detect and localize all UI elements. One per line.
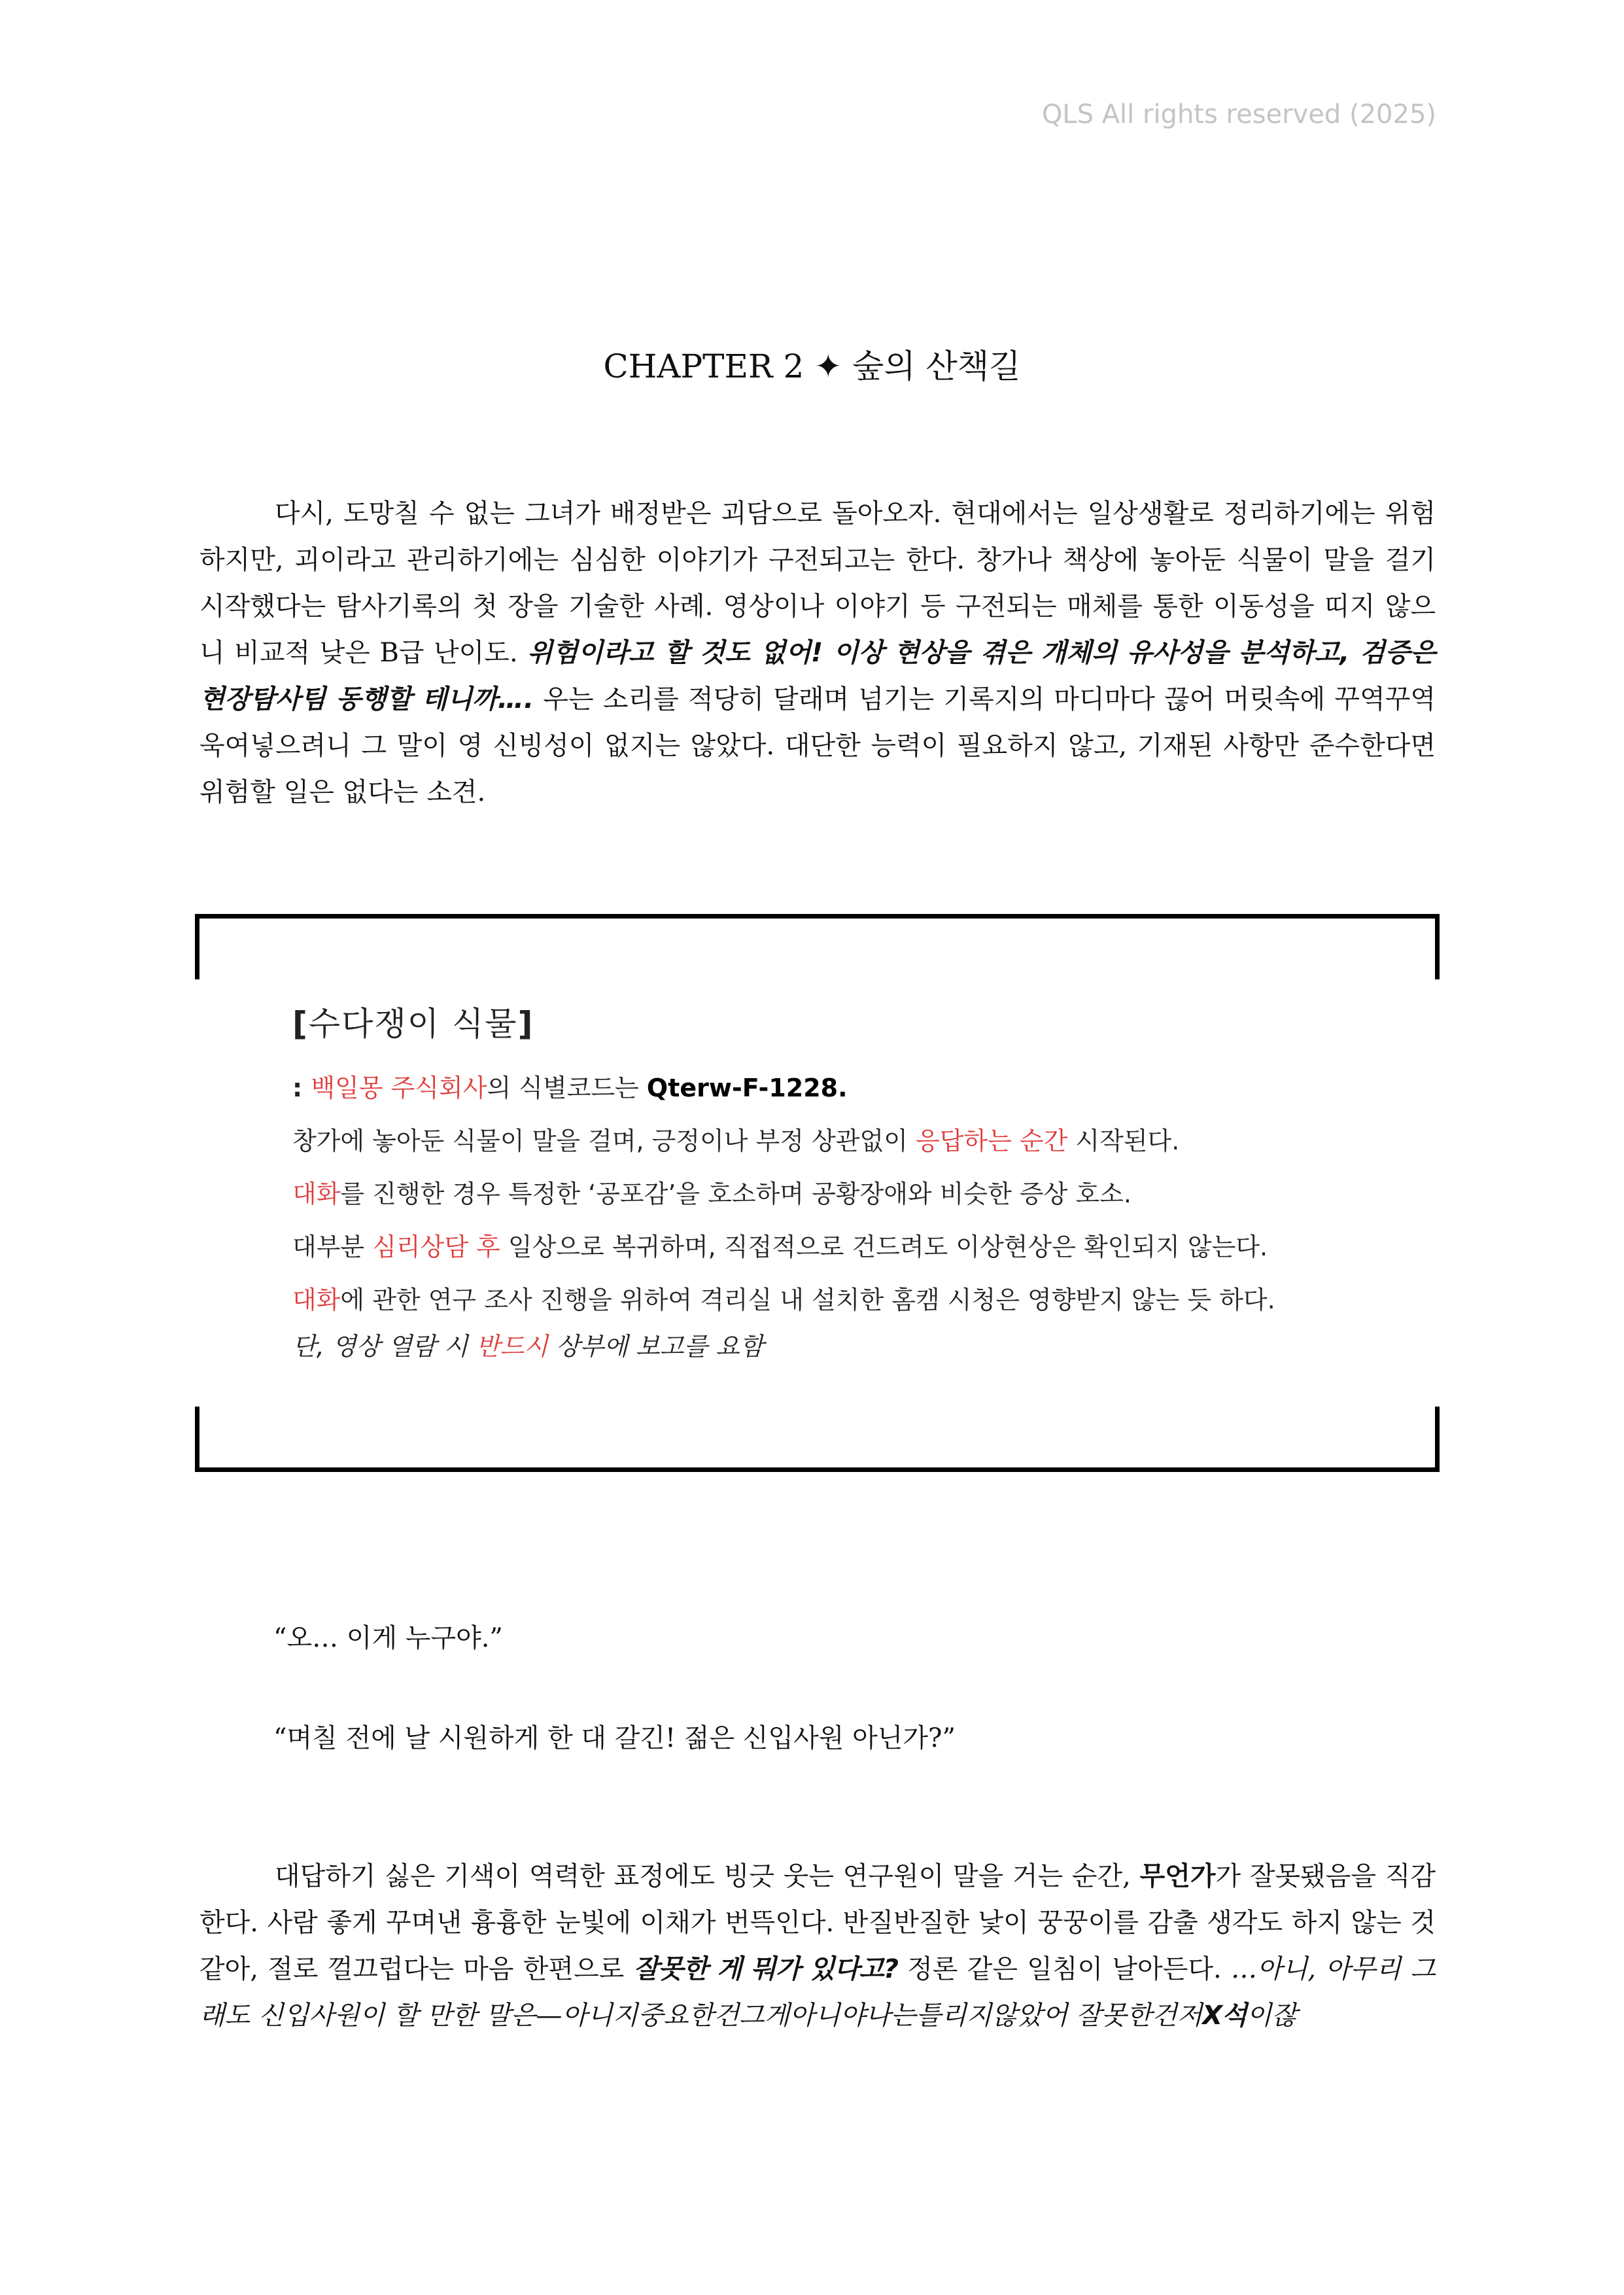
opening-paragraph	[199, 491, 1436, 816]
record-text: 의 식별코드는	[487, 1074, 647, 1102]
record-text: 대부분	[292, 1233, 373, 1261]
chapter-title: CHAPTER 2 ✦ 숲의 산책길	[603, 347, 1021, 385]
identifier-code: Qterw-F-1228.	[646, 1074, 848, 1102]
paragraph-italic: 이잖	[1246, 2001, 1298, 2031]
record-title	[292, 998, 1404, 1045]
paragraph-text: 정론 같은 일침이 날아든다.	[897, 1954, 1231, 1984]
record-highlight: 응답하는 순간	[916, 1127, 1068, 1155]
record-highlight: 심리상담 후	[372, 1233, 500, 1261]
record-line-note	[292, 1327, 1404, 1366]
record-highlight: 대화	[292, 1180, 341, 1208]
copyright-notice: QLS All rights reserved (2025)	[1041, 99, 1436, 130]
paragraph-text: 우는 소리를 적당히 달래며 넘기는 기록지의 마디마다 끊어 머릿속에 꾸역꾸역 욱여넣으려니 그 말이 영 신빙성이 없지는 않았다. 대단한 능력이 필요하지 않고, 기재된 사항만 준수한다면 위험할 일은 없다는 소견.	[199, 684, 1436, 807]
paragraph-text: 대답하기 싫은 기색이 역력한 표정에도 빙긋 웃는 연구원이 말을 거는 순간,	[275, 1861, 1140, 1891]
record-highlight: 반드시	[475, 1332, 548, 1361]
bracket-close: ]	[517, 1005, 534, 1043]
record-frame-top	[195, 914, 1440, 979]
paragraph-scrawl: X석	[1202, 2001, 1247, 2031]
record-text: 에 관한 연구 조사 진행을 위하여 격리실 내 설치한 홈캠 시청은 영향받지 않는 듯 하다.	[340, 1286, 1275, 1314]
record-frame-bottom	[195, 1407, 1440, 1472]
record-highlight: 대화	[292, 1286, 341, 1314]
record-colon: :	[292, 1074, 311, 1102]
record-text: 시작된다.	[1067, 1127, 1180, 1155]
company-name: 백일몽 주식회사	[311, 1074, 487, 1102]
record-card	[292, 998, 1404, 1366]
record-text: 를 진행한 경우 특정한 ‘공포감’을 호소하며 공황장애와 비슷한 증상 호소.	[340, 1180, 1132, 1208]
record-title-text: 수다쟁이 식물	[308, 1005, 518, 1043]
dialogue-line: “오… 이게 누구야.”	[273, 1623, 503, 1653]
paragraph-text: 가 잘못됐음을 직감한다. 사람 좋게 꾸며낸 흉흉한 눈빛에 이채가 번뜩인다. 반질반질한 낯이 꿍꿍이를 감출 생각도 하지 않는 것 같아, 절로 껄끄럽다는 마음 한편으로	[199, 1861, 1436, 1984]
record-line-symptom	[292, 1168, 1404, 1221]
closing-paragraph	[199, 1853, 1436, 2039]
paragraph-text: 다시, 도망칠 수 없는 그녀가 배정받은 괴담으로 돌아오자. 현대에서는 일상생활로 정리하기에는 위험하지만, 괴이라고 관리하기에는 심심한 이야기가 구전되고는 한다. 창가나 책상에 놓아둔 식물이 말을 걸기 시작했다는 탐사기록의 첫 장을 기술한 사례. 영상이나 이야기 등 구전되는 매체를 통한 이동성을 띠지 않으니 비교적 낮은 B급 난이도.	[199, 499, 1436, 668]
record-text: 일상으로 복귀하며, 직접적으로 건드려도 이상현상은 확인되지 않는다.	[500, 1233, 1268, 1261]
record-text: 단, 영상 열람 시	[292, 1332, 476, 1361]
bracket-open: [	[292, 1005, 309, 1043]
record-text: 상부에 보고를 요함	[547, 1332, 764, 1361]
paragraph-bold: 무언가	[1139, 1861, 1216, 1891]
record-text: 창가에 놓아둔 식물이 말을 걸며, 긍정이나 부정 상관없이	[292, 1127, 916, 1155]
dialogue-line: “며칠 전에 날 시원하게 한 대 갈긴! 젊은 신입사원 아닌가?”	[273, 1723, 956, 1753]
record-line-research	[292, 1274, 1404, 1327]
paragraph-italic-quote: 위험이라고 할 것도 없어! 이상 현상을 겪은 개체의 유사성을 분석하고, 검증은 현장탐사팀 동행할 테니까….	[199, 638, 1436, 714]
record-line-recovery	[292, 1221, 1404, 1274]
paragraph-italic: …아니, 아무리 그래도 신입사원이 할 만한 말은—아니지중요한건그게아니야나는틀리지않았어 잘못한건저	[199, 1954, 1436, 2031]
paragraph-scrawl: 잘못한 게 뭐가 있다고?	[633, 1954, 898, 1984]
record-line-trigger	[292, 1115, 1404, 1168]
record-line-code	[292, 1062, 1404, 1115]
